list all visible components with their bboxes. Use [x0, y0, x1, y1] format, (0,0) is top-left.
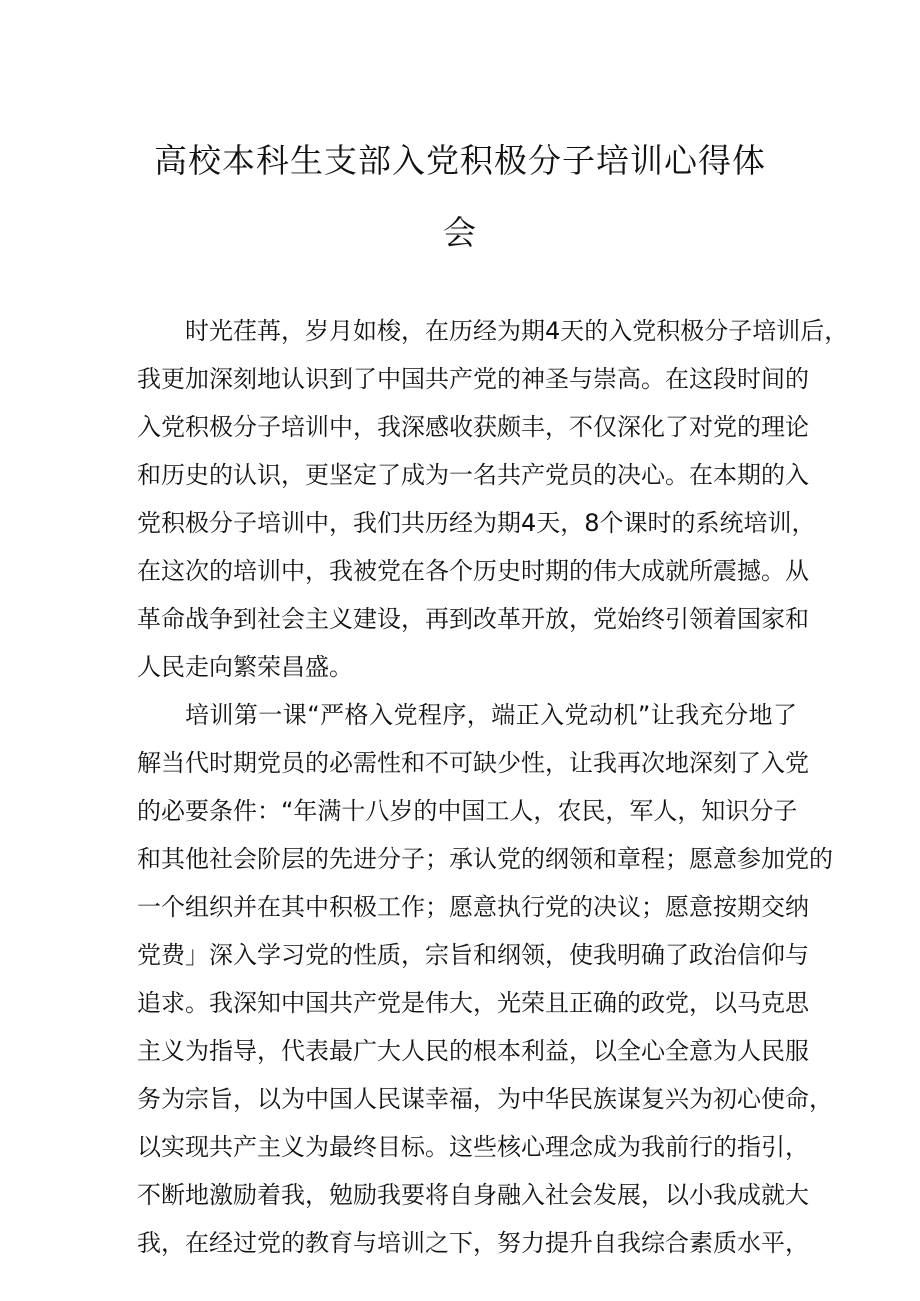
paragraph-2-line: 培训第一课“严格入党程序，端正入党动机”让我充分地了	[185, 701, 797, 729]
paragraph-2-line: 主义为指导，代表最广大人民的根本利益，以全心全意为人民服	[137, 1037, 809, 1065]
paragraph-2-line: 和其他社会阶层的先进分子；承认党的纲领和章程；愿意参加党的	[137, 845, 833, 873]
paragraph-1-line: 革命战争到社会主义建设，再到改革开放，党始终引领着国家和	[137, 605, 809, 633]
paragraph-1-line: 在这次的培训中，我被党在各个历史时期的伟大成就所震撼。从	[137, 557, 809, 585]
paragraph-1-line: 和历史的认识，更坚定了成为一名共产党员的决心。在本期的入	[137, 461, 809, 489]
paragraph-1-line: 党积极分子培训中，我们共历经为期4天，8个课时的系统培训，	[137, 509, 816, 537]
paragraph-2-line: 一个组织并在其中积极工作；愿意执行党的决议；愿意按期交纳	[137, 893, 809, 921]
paragraph-1-line: 人民走向繁荣昌盛。	[137, 653, 353, 681]
paragraph-2-line: 党费」深入学习党的性质，宗旨和纲领，使我明确了政治信仰与	[137, 941, 809, 969]
paragraph-2-line: 我，在经过党的教育与培训之下，努力提升自我综合素质水平，	[137, 1229, 809, 1257]
paragraph-2-line: 的必要条件：“年满十八岁的中国工人，农民，军人，知识分子	[137, 797, 798, 825]
paragraph-1-line: 我更加深刻地认识到了中国共产党的神圣与崇高。在这段时间的	[137, 365, 809, 393]
paragraph-2-line: 追求。我深知中国共产党是伟大，光荣且正确的政党，以马克思	[137, 989, 809, 1017]
paragraph-2-line: 解当代时期党员的必需性和不可缺少性，让我再次地深刻了入党	[137, 749, 809, 777]
document-title-line-1: 高校本科生支部入党积极分子培训心得体	[154, 141, 766, 180]
paragraph-1-line: 入党积极分子培训中，我深感收获颇丰，不仅深化了对党的理论	[137, 413, 809, 441]
paragraph-2-line: 以实现共产主义为最终目标。这些核心理念成为我前行的指引，	[137, 1133, 809, 1161]
paragraph-2-line: 不断地激励着我，勉励我要将自身融入社会发展，以小我成就大	[137, 1181, 809, 1209]
document-title-line-2: 会	[443, 213, 477, 252]
paragraph-1-line: 时光荏苒，岁月如梭，在历经为期4天的入党积极分子培训后，	[185, 317, 849, 345]
paragraph-2-line: 务为宗旨，以为中国人民谋幸福，为中华民族谋复兴为初心使命，	[137, 1085, 833, 1113]
